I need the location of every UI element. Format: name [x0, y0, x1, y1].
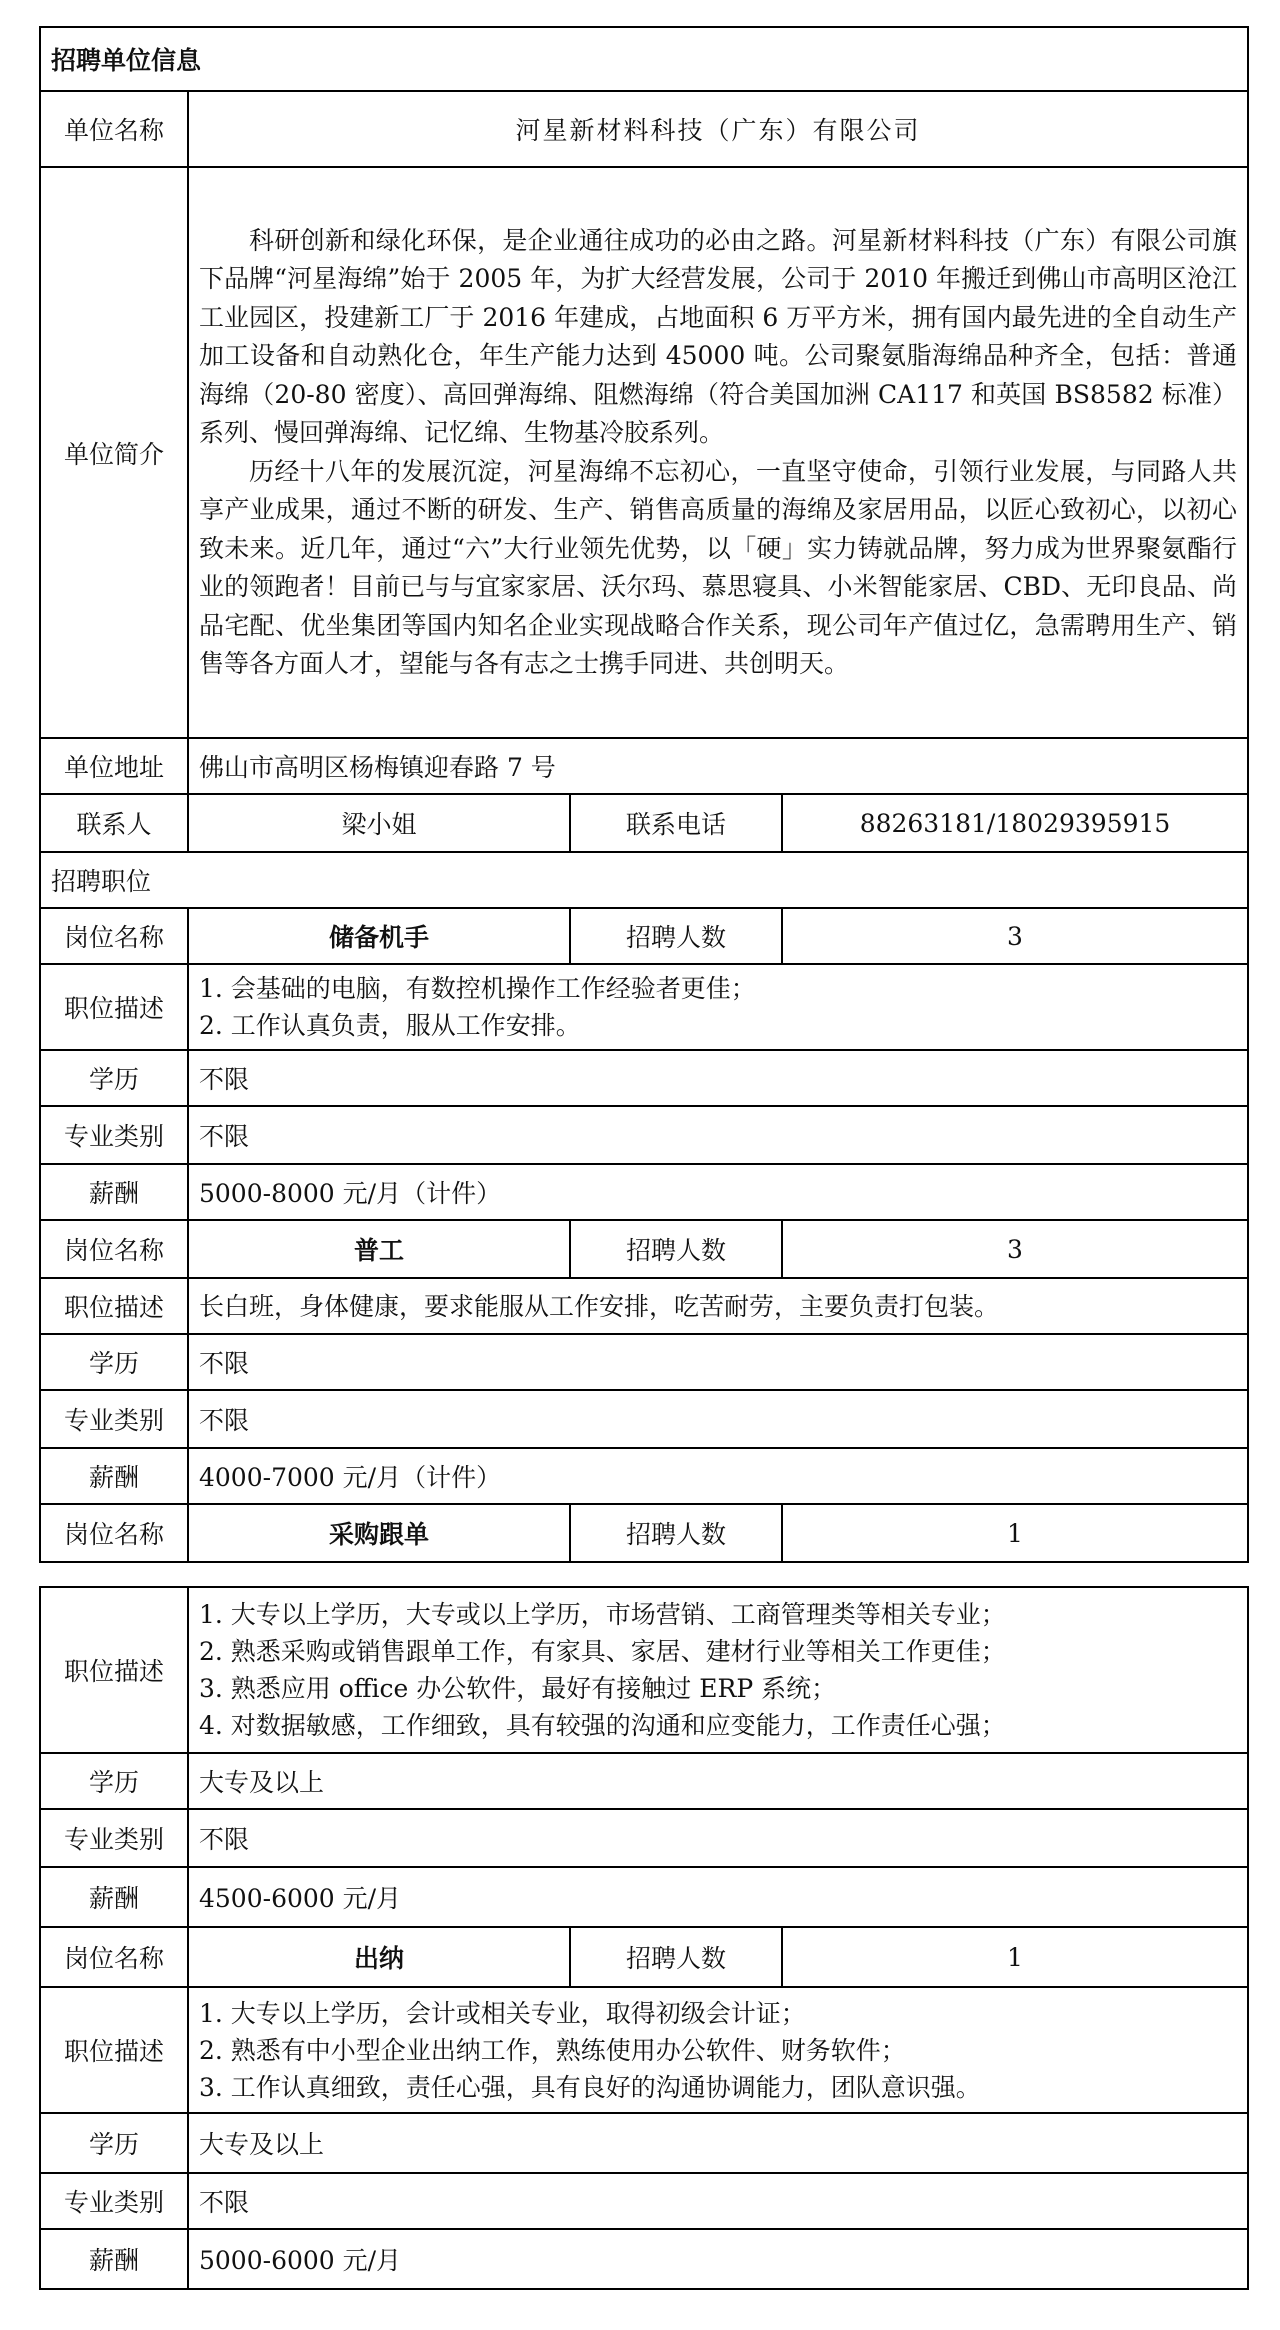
headcount-value: 3	[782, 908, 1248, 964]
headcount-value: 1	[782, 1927, 1248, 1987]
salary-label: 薪酬	[40, 1164, 188, 1220]
salary-value: 5000-6000 元/月	[188, 2229, 1248, 2289]
position-description	[188, 964, 1248, 1050]
headcount-value: 3	[782, 1220, 1248, 1278]
description-line: 1. 大专以上学历，会计或相关专业，取得初级会计证；	[199, 1998, 806, 2028]
education-value: 大专及以上	[188, 1753, 1248, 1809]
education-label: 学历	[40, 1050, 188, 1106]
education-value: 不限	[188, 1334, 1248, 1390]
company-name: 河星新材料科技（广东）有限公司	[188, 91, 1248, 167]
description-line: 2. 熟悉采购或销售跟单工作，有家具、家居、建材行业等相关工作更佳；	[199, 1637, 1006, 1666]
major-value: 不限	[188, 1809, 1248, 1867]
company-intro-label: 单位简介	[40, 167, 188, 738]
description-line: 4. 对数据敏感，工作细致，具有较强的沟通和应变能力，工作责任心强；	[199, 1711, 1006, 1740]
position-name-label: 岗位名称	[40, 908, 188, 964]
education-label: 学历	[40, 1753, 188, 1809]
headcount-label: 招聘人数	[570, 908, 782, 964]
major-value: 不限	[188, 1390, 1248, 1448]
section-title: 招聘单位信息	[40, 27, 1248, 91]
intro-paragraph: 科研创新和绿化环保，是企业通往成功的必由之路。河星新材料科技（广东）有限公司旗下品牌“河星海绵”始于 2005 年，为扩大经营发展，公司于 2010 年搬迁到佛山市高明区沧江工业园区，投建新工厂于 2016 年建成，占地面积 6 万平方米，拥有国内最先进的全自动生产加工设备和自动熟化仓，年生产能力达到 45000 吨。公司聚氨脂海绵品种齐全，包括：普通海绵（20-80 密度）、高回弹海绵、阻燃海绵（符合美国加洲 CA117 和英国 BS8582 标准）系列、慢回弹海绵、记忆绵、生物基冷胶系列。	[199, 225, 1238, 447]
position-name: 储备机手	[188, 908, 570, 964]
description-label: 职位描述	[40, 964, 188, 1050]
contact-person-label: 联系人	[40, 794, 188, 852]
contact-phone: 88263181/18029395915	[782, 794, 1248, 852]
major-label: 专业类别	[40, 1390, 188, 1448]
headcount-label: 招聘人数	[570, 1927, 782, 1987]
company-name-label: 单位名称	[40, 91, 188, 167]
education-value: 不限	[188, 1050, 1248, 1106]
position-name: 普工	[188, 1220, 570, 1278]
education-value: 大专及以上	[188, 2113, 1248, 2173]
positions-header: 招聘职位	[40, 852, 1248, 908]
headcount-value: 1	[782, 1504, 1248, 1562]
position-name-label: 岗位名称	[40, 1504, 188, 1562]
position-description	[188, 1987, 1248, 2113]
recruitment-table-1	[39, 26, 1249, 1563]
headcount-label: 招聘人数	[570, 1504, 782, 1562]
major-value: 不限	[188, 2173, 1248, 2229]
major-value: 不限	[188, 1106, 1248, 1164]
description-line: 3. 工作认真细致，责任心强，具有良好的沟通协调能力，团队意识强。	[199, 2072, 981, 2102]
contact-phone-label: 联系电话	[570, 794, 782, 852]
major-label: 专业类别	[40, 2173, 188, 2229]
description-line: 2. 工作认真负责，服从工作安排。	[199, 1011, 581, 1040]
position-name-label: 岗位名称	[40, 1220, 188, 1278]
description-line: 3. 熟悉应用 office 办公软件，最好有接触过 ERP 系统；	[199, 1674, 837, 1703]
education-label: 学历	[40, 1334, 188, 1390]
description-line: 2. 熟悉有中小型企业出纳工作，熟练使用办公软件、财务软件；	[199, 2035, 906, 2065]
headcount-label: 招聘人数	[570, 1220, 782, 1278]
salary-value: 4000-7000 元/月（计件）	[188, 1448, 1248, 1504]
position-name-label: 岗位名称	[40, 1927, 188, 1987]
major-label: 专业类别	[40, 1809, 188, 1867]
contact-person: 梁小姐	[188, 794, 570, 852]
description-label: 职位描述	[40, 1278, 188, 1334]
salary-value: 5000-8000 元/月（计件）	[188, 1164, 1248, 1220]
company-intro	[188, 167, 1248, 738]
company-address: 佛山市高明区杨梅镇迎春路 7 号	[188, 738, 1248, 794]
position-description	[188, 1587, 1248, 1753]
recruitment-table-2	[39, 1586, 1249, 2290]
description-label: 职位描述	[40, 1587, 188, 1753]
description-line: 1. 大专以上学历，大专或以上学历，市场营销、工商管理类等相关专业；	[199, 1600, 1006, 1629]
address-label: 单位地址	[40, 738, 188, 794]
description-label: 职位描述	[40, 1987, 188, 2113]
description-line: 长白班，身体健康，要求能服从工作安排，吃苦耐劳，主要负责打包装。	[199, 1291, 1000, 1321]
salary-value: 4500-6000 元/月	[188, 1867, 1248, 1927]
salary-label: 薪酬	[40, 1867, 188, 1927]
description-line: 1. 会基础的电脑，有数控机操作工作经验者更佳；	[199, 974, 756, 1003]
position-description	[188, 1278, 1248, 1334]
intro-paragraph: 历经十八年的发展沉淀，河星海绵不忘初心，一直坚守使命，引领行业发展，与同路人共享产业成果，通过不断的研发、生产、销售高质量的海绵及家居用品，以匠心致初心，以初心致未来。近几年，通过“六”大行业领先优势，以「硬」实力铸就品牌，努力成为世界聚氨酯行业的领跑者！目前已与与宜家家居、沃尔玛、慕思寝具、小米智能家居、CBD、无印良品、尚品宅配、优坐集团等国内知名企业实现战略合作关系，现公司年产值过亿，急需聘用生产、销售等各方面人才，望能与各有志之士携手同进、共创明天。	[199, 456, 1238, 678]
position-name: 采购跟单	[188, 1504, 570, 1562]
salary-label: 薪酬	[40, 2229, 188, 2289]
education-label: 学历	[40, 2113, 188, 2173]
position-name: 出纳	[188, 1927, 570, 1987]
major-label: 专业类别	[40, 1106, 188, 1164]
salary-label: 薪酬	[40, 1448, 188, 1504]
